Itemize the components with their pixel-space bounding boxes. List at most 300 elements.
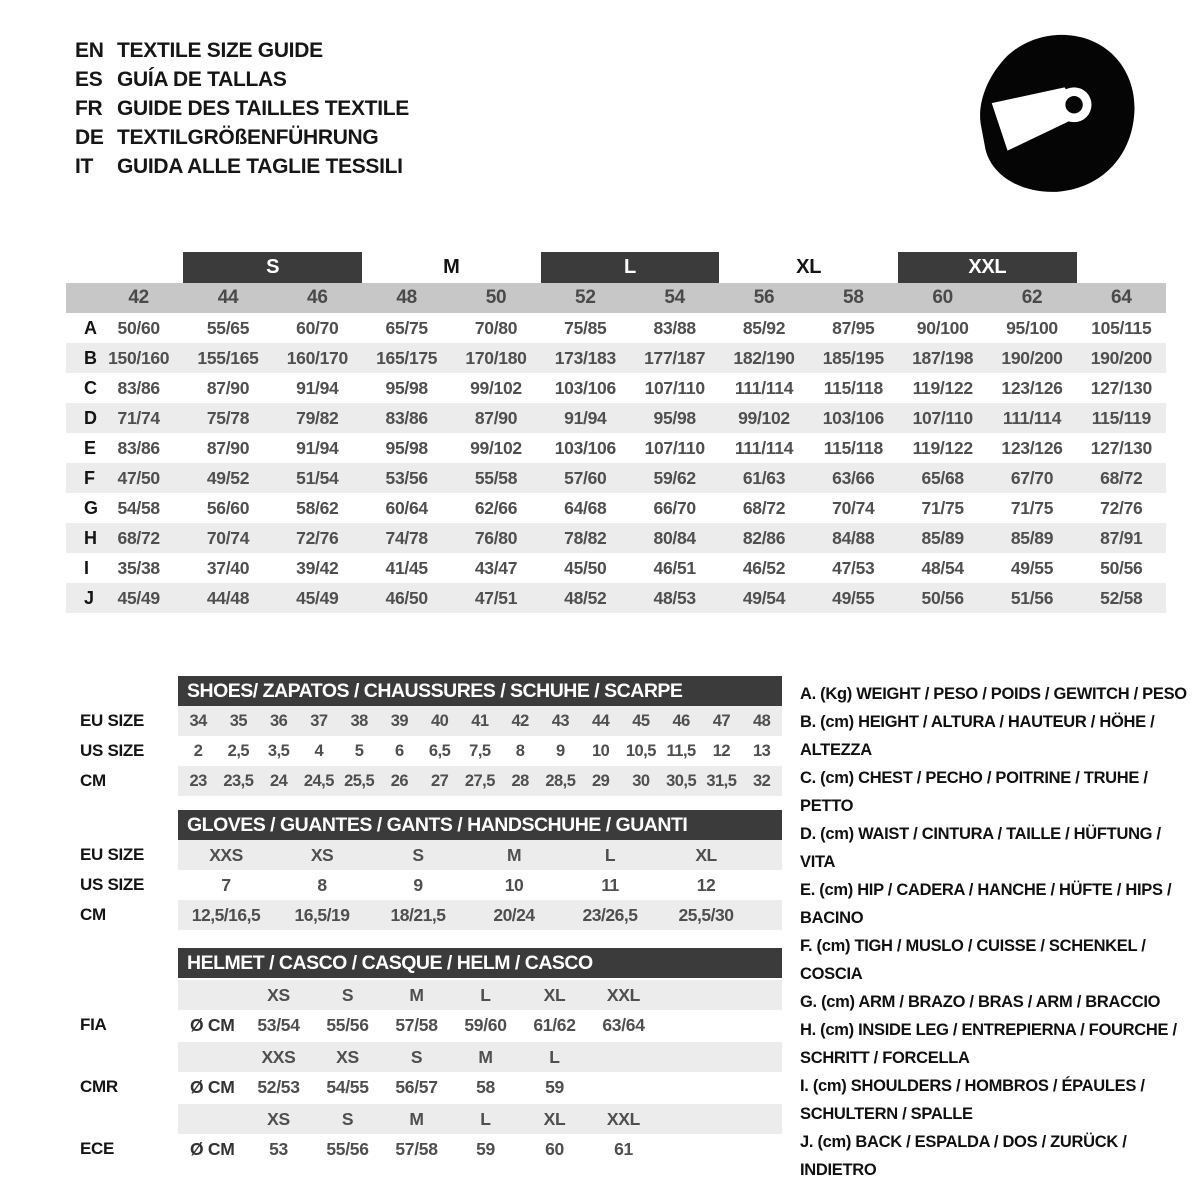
language-row	[75, 152, 409, 181]
shoes-value: 4	[314, 741, 324, 760]
measure-value: 83/86	[117, 437, 160, 458]
gloves-row	[66, 870, 782, 900]
legend-item: F. (cm) TIGH / MUSLO / CUISSE / SCHENKEL / COSCIA	[800, 937, 1146, 983]
helmet-section-rows	[178, 978, 782, 1040]
measure-value: 57/60	[564, 467, 607, 488]
shoes-row-label: EU SIZE	[80, 711, 145, 730]
measure-value: 63/66	[832, 467, 875, 488]
helmet-size: S	[341, 984, 354, 1005]
measure-row	[66, 343, 1166, 373]
helmet-value: 59	[476, 1138, 495, 1159]
helmet-size: M	[409, 1108, 424, 1129]
helmet-value: 61/62	[533, 1014, 576, 1035]
helmet-size: M	[409, 984, 424, 1005]
measure-value: 48/53	[653, 587, 696, 608]
size-number: 46	[307, 287, 328, 308]
gloves-value: 9	[413, 874, 423, 895]
helmet-title: HELMET / CASCO / CASQUE / HELM / CASCO	[178, 948, 782, 978]
size-number: 52	[575, 287, 596, 308]
shoes-value: 38	[350, 711, 368, 730]
language-title-list	[75, 36, 409, 181]
measure-value: 47/53	[832, 557, 875, 578]
measure-value: 87/90	[206, 377, 250, 398]
shoes-value: 32	[752, 771, 771, 790]
measure-value: 46/50	[385, 587, 428, 608]
helmet-value: 58	[476, 1076, 495, 1097]
measure-value: 50/56	[921, 587, 964, 608]
shoes-value: 10	[591, 741, 610, 760]
shoes-value: 25,5	[344, 771, 375, 790]
measure-value: 70/74	[832, 497, 875, 518]
banner-spacer	[66, 948, 178, 978]
measure-value: 165/175	[376, 347, 438, 368]
size-number-strip	[66, 283, 1166, 313]
measure-value: 55/58	[474, 467, 518, 488]
standard-label: CMR	[80, 1077, 118, 1096]
size-group-s: S	[183, 252, 362, 283]
measure-value: 95/98	[653, 407, 696, 428]
helmet-size: XS	[336, 1046, 359, 1067]
shoes-value: 24,5	[303, 771, 334, 790]
gloves-value: 25,5/30	[678, 904, 734, 925]
helmet-size-row	[178, 980, 782, 1010]
shoes-value: 36	[269, 711, 288, 730]
measure-value: 44/48	[206, 587, 250, 608]
size-number: 56	[753, 287, 775, 308]
measure-value: 45/50	[564, 557, 607, 578]
banner-spacer	[66, 810, 178, 840]
helmet-size: L	[480, 1108, 491, 1129]
diameter-unit: Ø CM	[190, 1138, 235, 1159]
size-number: 48	[396, 287, 417, 308]
shoes-value: 35	[229, 711, 248, 730]
size-number: 50	[485, 287, 507, 308]
measure-value: 76/80	[474, 527, 518, 548]
measure-value: 68/72	[742, 497, 786, 518]
helmet-value: 63/64	[602, 1014, 645, 1035]
language-title: GUÍA DE TALLAS	[117, 67, 287, 91]
shoes-value: 30,5	[666, 771, 697, 790]
measure-value: 67/70	[1010, 467, 1054, 488]
measure-value: 82/86	[742, 527, 786, 548]
helmet-value-row	[178, 1134, 782, 1164]
measure-letter: G	[84, 497, 98, 518]
shoes-value: 45	[632, 711, 650, 730]
legend-item: I. (cm) SHOULDERS / HOMBROS / ÉPAULES / SCHULTERN / SPALLE	[800, 1077, 1145, 1123]
measure-value: 103/106	[554, 437, 616, 458]
size-group-l: L	[541, 252, 720, 283]
diameter-unit: Ø CM	[190, 1014, 235, 1035]
measure-value: 58/62	[296, 497, 339, 518]
gloves-value: XS	[310, 844, 334, 865]
shoes-banner-row	[66, 676, 782, 706]
measure-value: 119/122	[912, 377, 973, 398]
gloves-value: 20/24	[493, 904, 535, 925]
legend-item: H. (cm) INSIDE LEG / ENTREPIERNA / FOURCHE / SCHRITT / FORCELLA	[800, 1021, 1177, 1067]
measure-value: 51/54	[296, 467, 339, 488]
size-number: 58	[843, 287, 864, 308]
measure-value: 51/56	[1010, 587, 1054, 608]
helmet-value: 61	[614, 1138, 633, 1159]
shoes-value: 28	[511, 771, 529, 790]
gloves-value: XXS	[209, 844, 243, 865]
measure-value: 49/54	[742, 587, 786, 608]
banner-spacer	[66, 676, 178, 706]
measure-value: 49/52	[206, 467, 250, 488]
measure-value: 55/65	[206, 317, 250, 338]
measure-value: 56/60	[206, 497, 250, 518]
legend-item: B. (cm) HEIGHT / ALTURA / HAUTEUR / HÖHE / ALTEZZA	[800, 713, 1155, 759]
helmet-size: L	[549, 1046, 560, 1067]
measure-value: 85/89	[1010, 527, 1054, 548]
size-group-m: M	[443, 256, 460, 278]
helmet-standard-section	[66, 1040, 782, 1102]
gloves-value: 16,5/19	[294, 904, 350, 925]
shoes-row	[66, 706, 782, 736]
measure-value: 107/110	[644, 377, 705, 398]
measure-value: 60/64	[385, 497, 428, 518]
gloves-size-table	[66, 810, 782, 930]
measure-value: 68/72	[117, 527, 160, 548]
measure-value: 74/78	[385, 527, 428, 548]
measure-value: 72/76	[1100, 497, 1143, 518]
measure-value: 45/49	[117, 587, 160, 608]
measure-value: 46/52	[742, 557, 786, 578]
measure-value: 190/200	[1001, 347, 1063, 368]
language-row	[75, 65, 409, 94]
gloves-value: 18/21,5	[390, 904, 446, 925]
measure-letter: D	[84, 407, 97, 428]
shoes-value: 6	[395, 741, 404, 760]
size-number: 44	[217, 287, 239, 308]
measure-value: 71/75	[921, 497, 964, 518]
gloves-value: 7	[221, 874, 231, 895]
measure-value: 47/51	[474, 587, 518, 608]
measure-value: 99/102	[470, 437, 522, 458]
measure-value: 91/94	[296, 377, 339, 398]
size-number: 64	[1111, 287, 1132, 308]
shoes-row	[66, 736, 782, 766]
measure-letter: F	[84, 467, 95, 488]
measure-letter: H	[84, 527, 97, 548]
measure-value: 150/160	[108, 347, 170, 368]
measure-value: 83/88	[653, 317, 696, 338]
gloves-value: 12,5/16,5	[191, 904, 261, 925]
legend-item: A. (Kg) WEIGHT / PESO / POIDS / GEWITCH / PESO	[800, 685, 1187, 703]
language-code: FR	[75, 96, 103, 120]
measure-value: 187/198	[912, 347, 974, 368]
measure-value: 49/55	[1010, 557, 1054, 578]
legend-item: G. (cm) ARM / BRAZO / BRAS / ARM / BRACCIO	[800, 993, 1161, 1011]
measure-value: 75/85	[564, 317, 607, 338]
measure-value: 83/86	[117, 377, 160, 398]
measure-value: 127/130	[1090, 437, 1152, 458]
measure-value: 173/183	[554, 347, 616, 368]
measure-value: 95/98	[385, 377, 428, 398]
measure-value: 111/114	[734, 437, 794, 458]
measure-row	[66, 583, 1166, 613]
measure-value: 59/62	[653, 467, 696, 488]
measure-value: 53/56	[385, 467, 428, 488]
measure-value: 80/84	[653, 527, 696, 548]
measure-value: 68/72	[1100, 467, 1143, 488]
legend-item: J. (cm) BACK / ESPALDA / DOS / ZURÜCK / INDIETRO	[800, 1133, 1127, 1179]
measure-value: 103/106	[554, 377, 616, 398]
helmet-size: L	[480, 984, 491, 1005]
helmet-size: XXS	[261, 1046, 296, 1067]
shoes-row	[66, 766, 782, 796]
measure-value: 49/55	[832, 587, 875, 608]
helmet-value: 60	[545, 1138, 564, 1159]
helmet-size-row	[178, 1104, 782, 1134]
gloves-value: M	[506, 844, 522, 865]
language-title: TEXTILE SIZE GUIDE	[117, 38, 323, 62]
shoes-size-table	[66, 676, 782, 796]
measure-value: 87/95	[832, 317, 875, 338]
measure-value: 79/82	[296, 407, 339, 428]
measure-value: 71/75	[1010, 497, 1054, 518]
measure-value: 155/165	[197, 347, 259, 368]
measure-value: 115/119	[1091, 407, 1151, 428]
size-number: 42	[128, 287, 149, 308]
measure-value: 54/58	[117, 497, 160, 518]
measure-value: 62/66	[474, 497, 518, 518]
helmet-standard-section	[66, 1102, 782, 1164]
gloves-row	[66, 840, 782, 870]
helmet-value: 59	[545, 1076, 564, 1097]
measure-letter: J	[84, 587, 94, 608]
shoes-title: SHOES/ ZAPATOS / CHAUSSURES / SCHUHE / SCARPE	[178, 676, 782, 706]
gloves-value: 12	[696, 874, 716, 895]
measure-value: 127/130	[1090, 377, 1152, 398]
language-title: GUIDA ALLE TAGLIE TESSILI	[117, 154, 403, 178]
measure-letter: A	[84, 317, 97, 338]
language-row	[75, 94, 409, 123]
measure-row	[66, 433, 1166, 463]
helmet-value: 57/58	[395, 1014, 438, 1035]
helmet-size: XS	[267, 984, 290, 1005]
helmet-value: 59/60	[464, 1014, 507, 1035]
shoes-value: 5	[354, 741, 364, 760]
measure-value: 87/90	[206, 437, 250, 458]
helmet-size: S	[341, 1108, 354, 1129]
gloves-row-label: CM	[80, 905, 106, 924]
measure-value: 50/60	[117, 317, 160, 338]
legend-item: D. (cm) WAIST / CINTURA / TAILLE / HÜFTUNG / VITA	[800, 825, 1161, 871]
helmet-value-row	[178, 1010, 782, 1040]
measure-value: 107/110	[644, 437, 705, 458]
size-number: 60	[932, 287, 953, 308]
measure-row	[66, 373, 1166, 403]
size-number: 62	[1021, 287, 1043, 308]
measure-value: 37/40	[206, 557, 250, 578]
diameter-unit: Ø CM	[190, 1076, 235, 1097]
measure-value: 61/63	[742, 467, 786, 488]
measure-letter: I	[84, 557, 89, 578]
helmet-value: 53/54	[257, 1014, 300, 1035]
measure-letter: B	[84, 347, 97, 368]
measure-value: 170/180	[465, 347, 527, 368]
language-code: DE	[75, 125, 104, 149]
helmet-size: S	[410, 1046, 423, 1067]
helmet-icon	[968, 24, 1158, 214]
shoes-value: 30	[632, 771, 650, 790]
measure-value: 65/75	[385, 317, 428, 338]
measure-value: 99/102	[738, 407, 790, 428]
helmet-banner-row	[66, 948, 782, 978]
measure-value: 115/118	[823, 437, 883, 458]
measure-value: 87/91	[1100, 527, 1143, 548]
helmet-size: XXL	[606, 984, 641, 1005]
shoes-value: 2	[193, 741, 203, 760]
measure-value: 46/51	[653, 557, 696, 578]
measure-value: 45/49	[296, 587, 339, 608]
shoes-value: 27	[430, 771, 449, 790]
measure-value: 35/38	[117, 557, 160, 578]
helmet-value: 56/57	[395, 1076, 438, 1097]
measure-row	[66, 463, 1166, 493]
helmet-sections	[66, 978, 782, 1164]
gloves-value: L	[604, 844, 616, 865]
measure-letter: C	[84, 377, 97, 398]
helmet-size: XXL	[606, 1108, 641, 1129]
gloves-rows	[66, 840, 782, 930]
measure-value: 84/88	[832, 527, 875, 548]
helmet-value: 57/58	[395, 1138, 438, 1159]
standard-label: ECE	[80, 1139, 115, 1158]
helmet-value: 52/53	[257, 1076, 300, 1097]
shoes-value: 2,5	[227, 741, 250, 760]
shoes-value: 7,5	[469, 741, 491, 760]
measure-value: 83/86	[385, 407, 428, 428]
measure-value: 91/94	[564, 407, 607, 428]
measure-value: 48/54	[921, 557, 964, 578]
shoes-value: 11,5	[666, 741, 696, 760]
measure-value: 50/56	[1100, 557, 1143, 578]
helmet-value-row	[178, 1072, 782, 1102]
gloves-value: 11	[601, 874, 619, 895]
size-group-xl: XL	[796, 256, 822, 278]
shoes-value: 42	[511, 711, 529, 730]
shoes-row-label: US SIZE	[80, 741, 145, 760]
measure-value: 72/76	[296, 527, 339, 548]
shoes-value: 12	[712, 741, 731, 760]
shoes-rows	[66, 706, 782, 796]
measure-value: 111/114	[1002, 407, 1062, 428]
shoes-value: 6,5	[428, 741, 451, 760]
gloves-value: 23/26,5	[582, 904, 638, 925]
language-row	[75, 123, 409, 152]
measure-value: 123/126	[1001, 437, 1063, 458]
measure-value: 66/70	[653, 497, 696, 518]
helmet-section-rows	[178, 1040, 782, 1102]
gloves-title: GLOVES / GUANTES / GANTS / HANDSCHUHE / GUANTI	[178, 810, 782, 840]
helmet-size: XL	[543, 984, 566, 1005]
shoes-value: 29	[591, 771, 610, 790]
measure-value: 123/126	[1001, 377, 1063, 398]
measure-value: 95/98	[385, 437, 428, 458]
gloves-value: 10	[504, 874, 524, 895]
shoes-value: 41	[471, 711, 489, 730]
shoes-value: 9	[556, 741, 565, 760]
shoes-row-label: CM	[80, 771, 106, 790]
measure-value: 160/170	[286, 347, 348, 368]
gloves-value: S	[412, 844, 424, 865]
measure-row	[66, 553, 1166, 583]
gloves-row-label: EU SIZE	[80, 845, 145, 864]
measure-value: 103/106	[822, 407, 884, 428]
measure-row	[66, 523, 1166, 553]
measure-value: 78/82	[564, 527, 607, 548]
gloves-value: 8	[317, 874, 327, 895]
size-group-header	[66, 252, 1166, 283]
helmet-standard-section	[66, 978, 782, 1040]
shoes-value: 8	[515, 741, 525, 760]
shoes-value: 31,5	[706, 771, 737, 790]
shoes-value: 28,5	[545, 771, 576, 790]
measurement-legend	[800, 680, 1192, 1184]
size-table-body	[66, 313, 1166, 613]
measure-value: 107/110	[912, 407, 973, 428]
gloves-value: XL	[695, 844, 717, 865]
shoes-value: 23	[189, 771, 207, 790]
helmet-section-rows	[178, 1102, 782, 1164]
measure-value: 65/68	[921, 467, 964, 488]
measure-value: 41/45	[385, 557, 428, 578]
helmet-size-table	[66, 948, 782, 1164]
shoes-value: 3,5	[267, 741, 290, 760]
measure-value: 99/102	[470, 377, 522, 398]
measure-value: 39/42	[296, 557, 339, 578]
measure-value: 90/100	[916, 317, 969, 338]
helmet-value: 53	[269, 1138, 288, 1159]
measure-value: 177/187	[644, 347, 706, 368]
language-row	[75, 36, 409, 65]
shoes-value: 27,5	[464, 771, 495, 790]
measure-value: 60/70	[296, 317, 339, 338]
shoes-value: 43	[551, 711, 570, 730]
standard-label: FIA	[80, 1015, 107, 1034]
helmet-value: 54/55	[326, 1076, 369, 1097]
measure-value: 185/195	[822, 347, 884, 368]
measure-value: 43/47	[474, 557, 518, 578]
measure-value: 119/122	[912, 437, 973, 458]
shoes-value: 10,5	[625, 741, 656, 760]
legend-item: C. (cm) CHEST / PECHO / POITRINE / TRUHE / PETTO	[800, 769, 1148, 815]
measure-value: 115/118	[823, 377, 883, 398]
shoes-value: 13	[752, 741, 771, 760]
shoes-value: 40	[430, 711, 449, 730]
measure-value: 64/68	[564, 497, 607, 518]
language-code: ES	[75, 67, 103, 91]
shoes-value: 37	[310, 711, 328, 730]
measure-value: 190/200	[1090, 347, 1152, 368]
measure-row	[66, 403, 1166, 433]
helmet-size: M	[478, 1046, 493, 1067]
measure-row	[66, 313, 1166, 343]
measure-value: 85/89	[921, 527, 964, 548]
shoes-value: 46	[672, 711, 690, 730]
shoes-value: 39	[390, 711, 409, 730]
shoes-value: 23,5	[223, 771, 254, 790]
measure-value: 48/52	[564, 587, 607, 608]
shoes-value: 34	[189, 711, 207, 730]
language-code: IT	[75, 154, 94, 178]
measure-value: 75/78	[206, 407, 250, 428]
textile-size-table	[66, 252, 1166, 613]
measure-value: 105/115	[1091, 317, 1152, 338]
legend-item: E. (cm) HIP / CADERA / HANCHE / HÜFTE / HIPS / BACINO	[800, 881, 1172, 927]
